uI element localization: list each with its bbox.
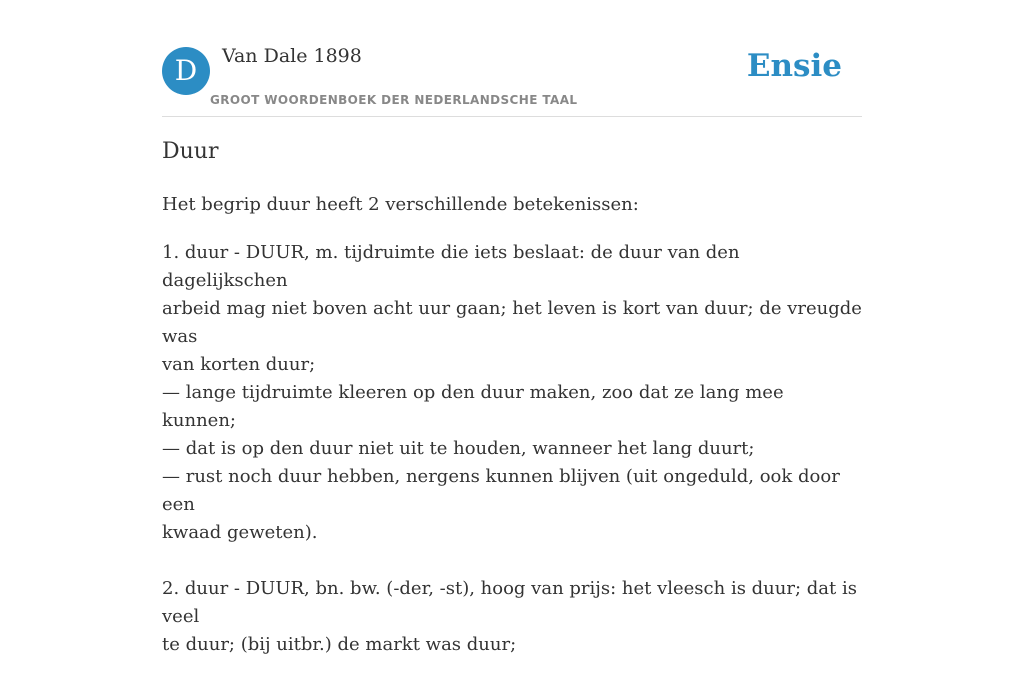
definition-line: te duur; (bij uitbr.) de markt was duur;	[162, 634, 517, 655]
entry-intro: Het begrip duur heeft 2 verschillende betekenissen:	[162, 194, 639, 215]
site-header	[162, 0, 862, 117]
definition-line: 2. duur - DUUR, bn. bw. (-der, -st), hoog van prijs: het vleesch is duur; dat is veel	[162, 578, 857, 627]
definition-line: — rust noch duur hebben, nergens kunnen blijven (uit ongeduld, ook door een	[162, 466, 840, 515]
site-subtitle: GROOT WOORDENBOEK DER NEDERLANDSCHE TAAL	[210, 93, 578, 107]
definition-line: 1. duur - DUUR, m. tijdruimte die iets beslaat: de duur van den dagelijkschen	[162, 242, 740, 291]
definition-1	[162, 239, 862, 547]
definition-line: van korten duur;	[162, 354, 316, 375]
brand-logo-link[interactable]: Ensie	[746, 48, 842, 84]
logo-icon[interactable]: D	[162, 47, 210, 95]
page	[162, 0, 862, 655]
definition-line: arbeid mag niet boven acht uur gaan; het leven is kort van duur; de vreugde was	[162, 298, 862, 347]
definition-line: kwaad geweten).	[162, 522, 318, 543]
definition-list	[162, 239, 862, 687]
entry-title: Duur	[162, 139, 219, 164]
site-title[interactable]: Van Dale 1898	[222, 45, 362, 67]
definition-line: — dat is op den duur niet uit te houden, wanneer het lang duurt;	[162, 438, 755, 459]
definition-line: — lange tijdruimte kleeren op den duur maken, zoo dat ze lang mee kunnen;	[162, 382, 784, 431]
definition-2	[162, 575, 862, 659]
